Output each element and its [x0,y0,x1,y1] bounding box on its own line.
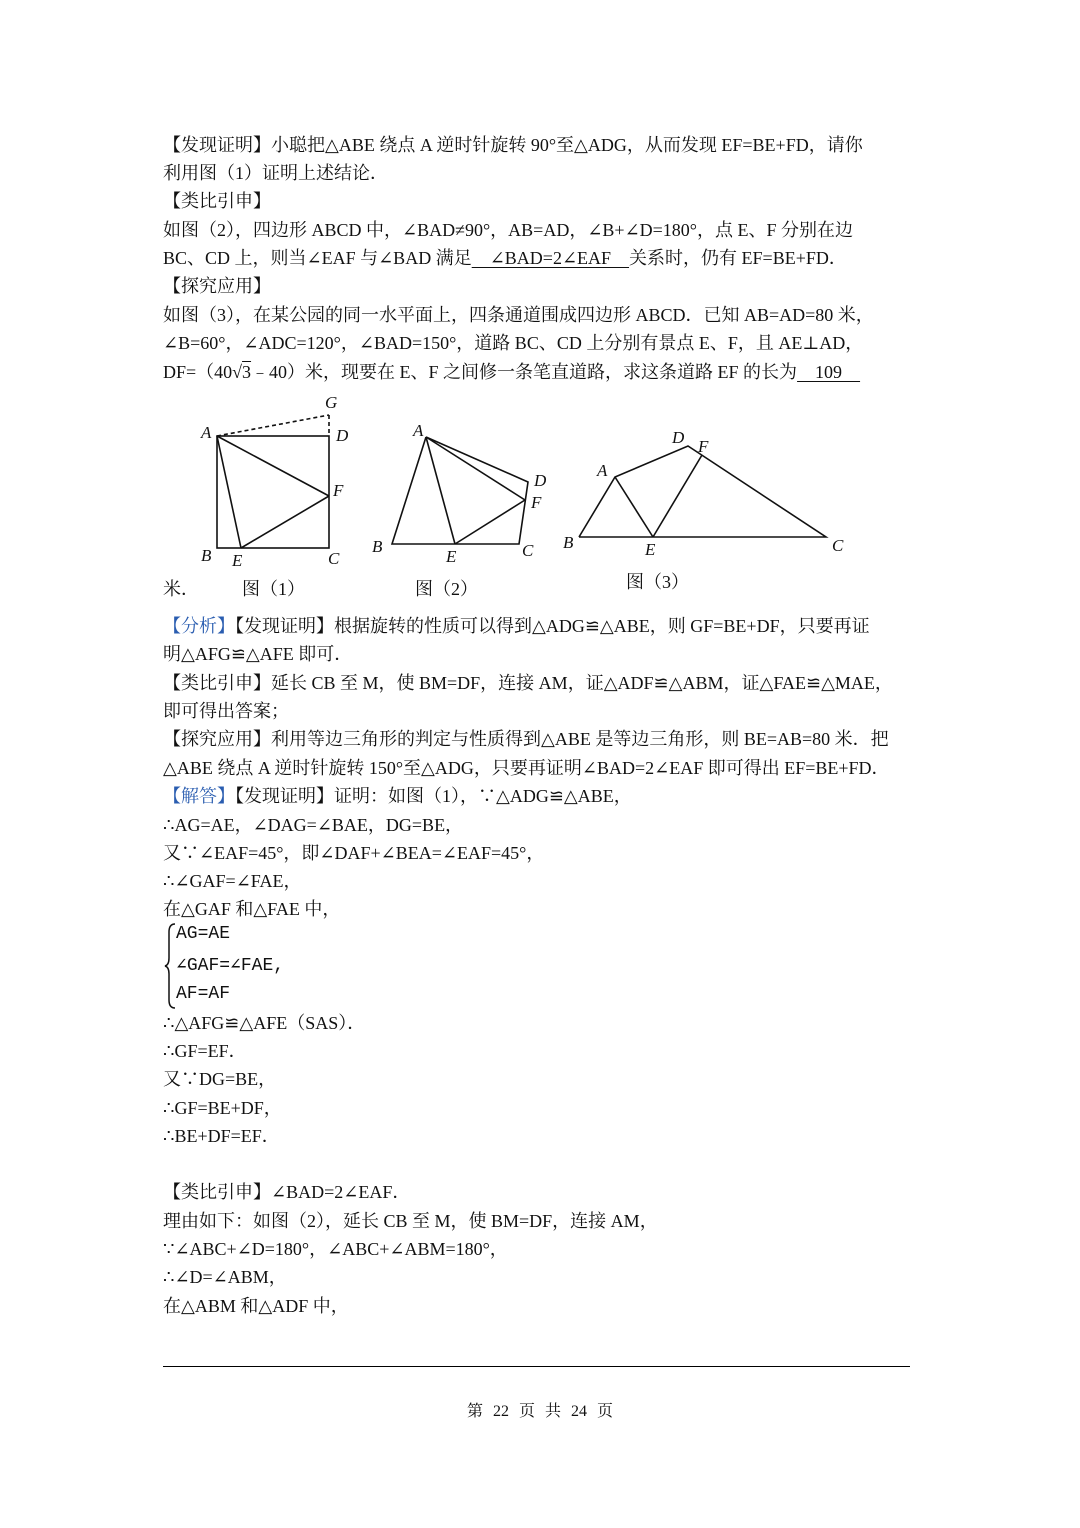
geometry-figures [0,0,1080,610]
text-line: △ABE 绕点 A 逆时针旋转 150°至△ADG，只要再证明∠BAD=2∠EAF 即可得出 EF=BE+FD． [163,758,890,778]
text-line [163,614,870,638]
text-line: ∴△AFG≌△AFE（SAS）． [163,1013,366,1033]
solution-tag: 【解答】 [163,786,235,806]
text-line: ∠B=60°，∠ADC=120°，∠BAD=150°，道路 BC、CD 上分别有景点 E、F，且 AE⊥AD， [163,333,864,353]
text-line: ∴GF=EF． [163,1041,247,1061]
text-line: 【探究应用】利用等边三角形的判定与性质得到△ABE 是等边三角形，则 BE=AB=80 米．把 [163,729,889,749]
text: DF=（40√ [163,362,243,382]
text-line: ∴GF=BE+DF， [163,1098,282,1118]
figure-label: G [325,393,338,412]
text-line: 明△AFG≌△AFE 即可． [163,644,353,664]
text-line: 米． [163,579,199,599]
page-number: 第 22 页 共 24 页 [466,1403,613,1420]
figure-label: F [333,481,344,500]
text: 【发现证明】根据旋转的性质可以得到△ADG≌△ABE，则 GF=BE+DF，只要再证 [235,616,870,636]
figure-2 [392,437,528,544]
figure-label: A [201,423,212,442]
figure-label: A [413,421,424,440]
figure-label: 图（1） [242,579,305,599]
sqrt-radicand: 3 [242,362,252,382]
text-line: 又∵∠EAF=45°，即∠DAF+∠BEA=∠EAF=45°， [163,843,545,863]
figure-label: C [832,536,844,555]
text-line: 【类比引申】∠BAD=2∠EAF． [163,1182,411,1202]
footer-divider [163,1366,910,1367]
text-line: 【类比引申】 [163,191,271,211]
figure-1-labels [200,393,349,570]
text-line: 在△ABM 和△ADF 中， [163,1296,349,1316]
text-line: ∵∠ABC+∠D=180°，∠ABC+∠ABM=180°， [163,1239,508,1259]
figure-label: 图（3） [626,572,689,592]
text-line: ∴∠D=∠ABM， [163,1267,287,1287]
figure-label: F [698,437,709,456]
analysis-tag: 【分析】 [163,616,235,636]
equation: ∠GAF=∠FAE, [176,956,285,976]
answer-blank: 109 [797,362,861,382]
equation-system [163,922,363,1012]
text: 【发现证明】证明：如图（1），∵△ADG≌△ABE， [235,786,632,806]
figure-label: C [328,549,340,568]
text-line: 如图（3），在某公园的同一水平面上，四条通道围成四边形 ABCD．已知 AB=AD=80 米， [163,305,874,325]
text-line: 如图（2），四边形 ABCD 中，∠BAD≠90°，AB=AD，∠B+∠D=180°，点 E、F 分别在边 [163,220,854,240]
figure-label: E [232,551,243,570]
text-line: 【探究应用】 [163,276,271,296]
equation: AG=AE [176,924,231,944]
figure-1 [217,415,329,548]
text-line: 即可得出答案； [163,701,289,721]
text-line: 理由如下：如图（2），延长 CB 至 M，使 BM=DF，连接 AM， [163,1211,658,1231]
figure-label: B [563,533,574,552]
text-line: ∴∠GAF=∠FAE， [163,871,302,891]
figure-label: D [672,428,685,447]
figure-label: D [534,471,547,490]
text: ﹣40）米，现要在 E、F 之间修一条笔直道路，求这条道路 EF 的长为 [251,362,798,382]
text-line: ∴AG=AE，∠DAG=∠BAE，DG=BE， [163,815,464,835]
figure-label: B [372,537,383,556]
text-line [163,784,632,808]
figure-label: A [597,461,608,480]
text: 关系时，仍有 EF=BE+FD． [629,248,847,268]
figure-label: 图（2） [415,579,478,599]
figure-label: C [522,541,534,560]
figure-label: B [201,546,212,565]
text-line: 又∵DG=BE， [163,1069,277,1089]
equation: AF=AF [176,984,231,1004]
figure-label: D [336,426,349,445]
figure-label: E [645,540,656,559]
answer-blank: ∠BAD=2∠EAF [471,248,630,268]
text-line: ∴BE+DF=EF． [163,1126,280,1146]
text: BC、CD 上，则当∠EAF 与∠BAD 满足 [163,248,472,268]
text-line: 【发现证明】小聪把△ABE 绕点 A 逆时针旋转 90°至△ADG，从而发现 EF=BE+FD，请你 [163,135,863,155]
figure-label: F [531,493,542,512]
figure-3 [579,446,826,537]
text-line: 在△GAF 和△FAE 中， [163,899,341,919]
brace-icon [163,922,177,1010]
figure-label: E [446,547,457,566]
text-line: 利用图（1）证明上述结论． [163,163,388,183]
text-line: 【类比引申】延长 CB 至 M，使 BM=DF，连接 AM，证△ADF≌△ABM，证△FAE≌△MAE， [163,673,893,693]
figure-captions [242,572,689,599]
